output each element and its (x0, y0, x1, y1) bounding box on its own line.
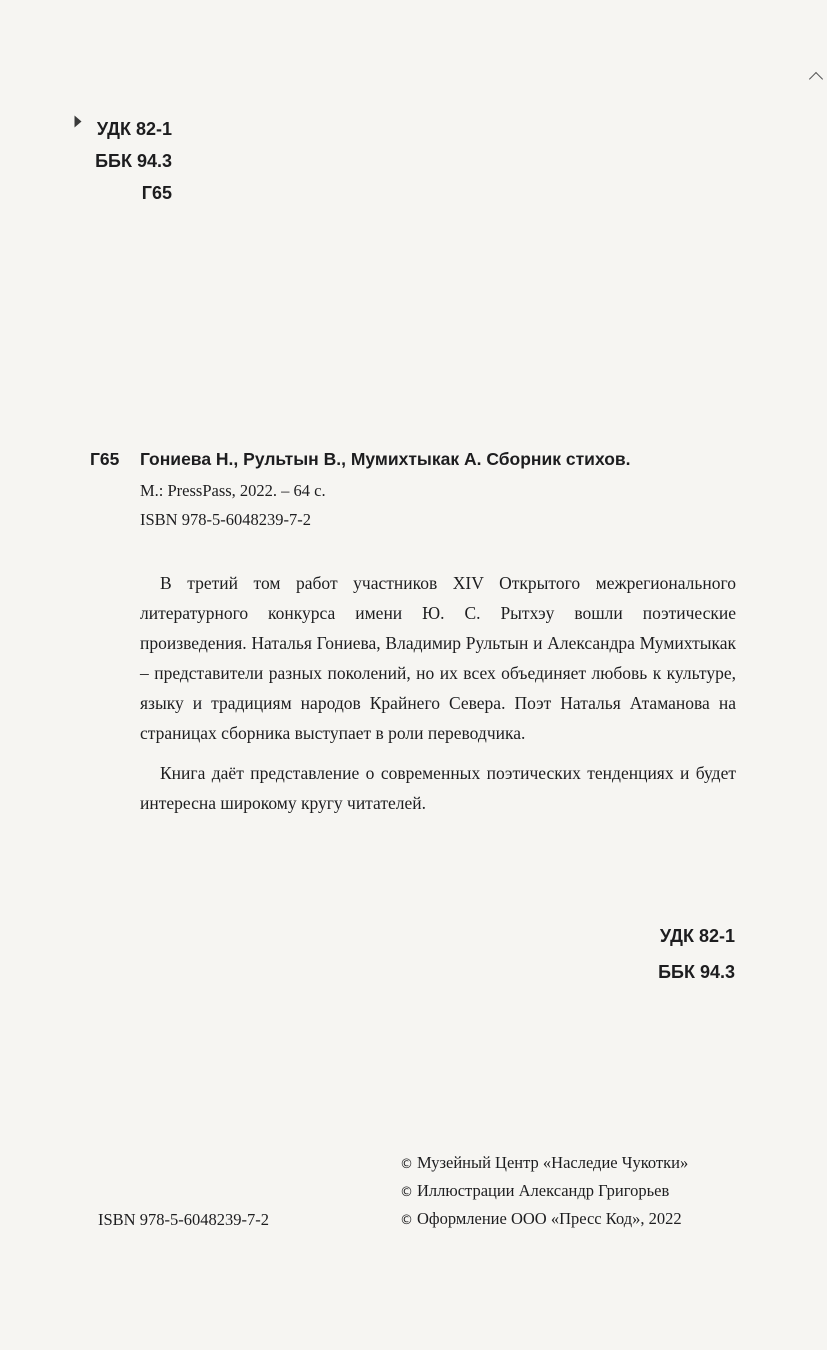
udk-code: УДК 82-1 (659, 926, 735, 946)
catalog-card-isbn: ISBN 978-5-6048239-7-2 (140, 510, 311, 529)
copyright-line (400, 1150, 688, 1178)
bbk-code: ББК 94.3 (95, 151, 172, 171)
catalog-card (90, 449, 750, 534)
abstract-paragraph: В третий том работ участников XIV Открытого межрегионального литературного конкурса имени Ю. С. Рытхэу вошли поэтические произведения. Наталья Гониева, Владимир Рультын и Александра Мумихтыкак – представители разных поколений, но их всех объединяет любовь к культуре, языку и традициям народов Крайнего Севера. Поэт Наталья Атаманова на страницах сборника выступает в роли переводчика. (140, 573, 736, 743)
abstract (140, 568, 736, 828)
udk-code: УДК 82-1 (96, 119, 172, 139)
copyright-icon: © (400, 1213, 413, 1228)
classification-top (86, 113, 172, 209)
copyright-line (400, 1178, 688, 1206)
copyright-line (400, 1206, 688, 1234)
catalog-card-heading (90, 449, 750, 470)
chevron-right-icon (809, 72, 823, 86)
copyright-block (400, 1150, 688, 1234)
catalog-card-code: Г65 (90, 449, 120, 469)
copyright-text: Оформление ООО «Пресс Код», 2022 (417, 1209, 682, 1228)
catalog-card-title: Гониева Н., Рультын В., Мумихтыкак А. Сборник стихов. (140, 449, 631, 469)
footer-isbn: ISBN 978-5-6048239-7-2 (98, 1210, 269, 1229)
abstract-paragraph: Книга даёт представление о современных поэтических тенденциях и будет интересна широкому кругу читателей. (140, 763, 736, 813)
margin-arrow-icon (75, 116, 82, 128)
copyright-icon: © (400, 1185, 413, 1200)
bbk-code: ББК 94.3 (658, 962, 735, 982)
copyright-text: Иллюстрации Александр Григорьев (417, 1181, 670, 1200)
copyright-text: Музейный Центр «Наследие Чукотки» (417, 1153, 689, 1172)
author-mark: Г65 (141, 183, 172, 203)
catalog-card-publication: М.: PressPass, 2022. – 64 с. (140, 481, 326, 500)
classification-bottom (658, 918, 735, 990)
copyright-icon: © (400, 1157, 413, 1172)
